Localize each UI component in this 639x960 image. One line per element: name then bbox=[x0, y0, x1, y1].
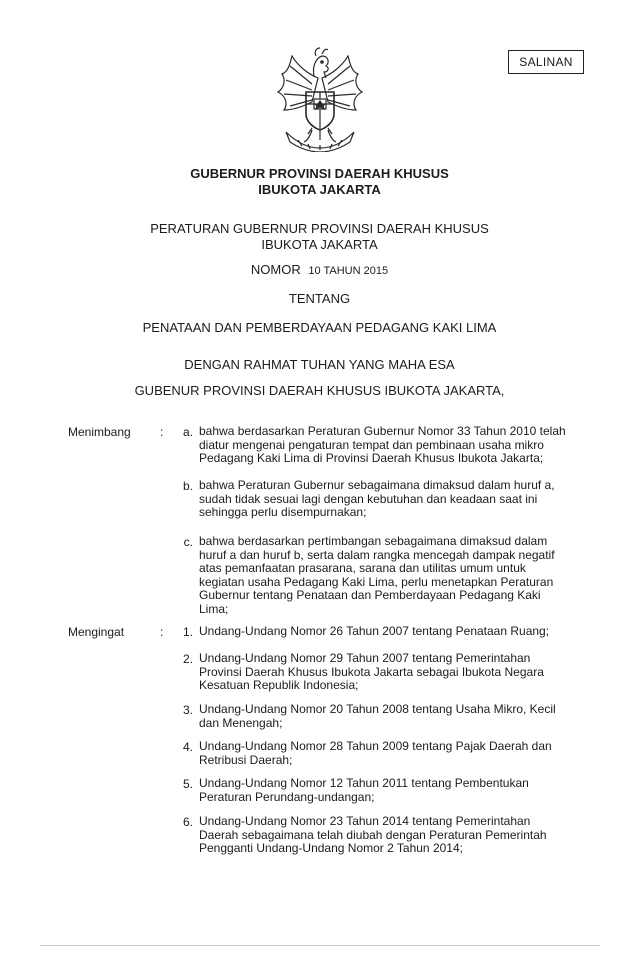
copy-status-badge: SALINAN bbox=[508, 50, 584, 74]
menimbang-item-b bbox=[199, 479, 571, 520]
garuda-pancasila-emblem-icon bbox=[268, 44, 372, 152]
text-line: Undang-Undang Nomor 29 Tahun 2007 tentang Pemerintahan bbox=[199, 651, 531, 665]
menimbang-item-mark: c. bbox=[183, 535, 193, 549]
mengingat-item-mark: 2. bbox=[182, 652, 193, 666]
institution-line-2: IBUKOTA JAKARTA bbox=[258, 182, 381, 197]
regulation-number bbox=[0, 262, 639, 277]
text-line: huruf a dan huruf b, serta dalam rangka mencegah dampak negatif bbox=[199, 547, 555, 562]
text-line: dan Menengah; bbox=[199, 715, 283, 730]
text-line: Provinsi Daerah Khusus Ibukota Jakarta sebagai Ibukota Negara bbox=[199, 664, 544, 679]
text-line: Undang-Undang Nomor 23 Tahun 2014 tentang Pemerintahan bbox=[199, 814, 531, 828]
mengingat-item-5 bbox=[199, 777, 571, 804]
text-line: Pedagang Kaki Lima di Provinsi Daerah Khusus Ibukota Jakarta; bbox=[199, 451, 544, 465]
text-line: bahwa berdasarkan Peraturan Gubernur Nomor 33 Tahun 2010 telah bbox=[199, 424, 566, 438]
text-line: kegiatan usaha Pedagang Kaki Lima, perlu menetapkan Peraturan bbox=[199, 574, 554, 589]
mengingat-item-4 bbox=[199, 740, 571, 767]
text-line: Undang-Undang Nomor 26 Tahun 2007 tentang Penataan Ruang; bbox=[199, 624, 550, 638]
regulation-title-line-1: PERATURAN GUBERNUR PROVINSI DAERAH KHUSUS bbox=[150, 221, 489, 236]
nomor-value: 10 TAHUN 2015 bbox=[308, 265, 389, 277]
institution-header bbox=[0, 166, 639, 198]
rahmat-line: DENGAN RAHMAT TUHAN YANG MAHA ESA bbox=[184, 357, 455, 372]
mengingat-item-mark: 6. bbox=[182, 815, 193, 829]
mengingat-item-3 bbox=[199, 703, 571, 730]
text-line: Retribusi Daerah; bbox=[199, 752, 293, 767]
text-line: diatur mengenai pengaturan tempat dan pembinaan usaha mikro bbox=[199, 437, 544, 452]
mengingat-label: Mengingat bbox=[68, 625, 125, 639]
text-line: Kesatuan Republik Indonesia; bbox=[199, 678, 359, 692]
text-line: Daerah sebagaimana telah diubah dengan Peraturan Pemerintah bbox=[199, 827, 547, 842]
page-bottom-rule bbox=[40, 945, 600, 946]
regulation-title bbox=[0, 221, 639, 253]
text-line: Lima; bbox=[199, 601, 229, 616]
mengingat-item-2 bbox=[199, 652, 571, 693]
regulation-subject: PENATAAN DAN PEMBERDAYAAN PEDAGANG KAKI LIMA bbox=[142, 320, 497, 335]
tentang-heading: TENTANG bbox=[288, 291, 351, 306]
text-line: bahwa Peraturan Gubernur sebagaimana dimaksud dalam huruf a, bbox=[199, 478, 555, 492]
text-line: bahwa berdasarkan pertimbangan sebagaimana dimaksud dalam bbox=[199, 534, 548, 548]
mengingat-colon: : bbox=[160, 625, 164, 639]
text-line: Undang-Undang Nomor 20 Tahun 2008 tentang Usaha Mikro, Kecil bbox=[199, 702, 556, 716]
mengingat-item-mark: 4. bbox=[182, 740, 193, 754]
mengingat-item-mark: 1. bbox=[182, 625, 193, 639]
text-line: sudah tidak sesuai lagi dengan kebutuhan dan keadaan saat ini bbox=[199, 491, 538, 506]
institution-line-1: GUBERNUR PROVINSI DAERAH KHUSUS bbox=[190, 166, 449, 181]
text-line: Peraturan Perundang-undangan; bbox=[199, 789, 375, 804]
text-line: Gubernur tentang Penataan dan Pemberdayaan Pedagang Kaki bbox=[199, 588, 541, 602]
nomor-label: NOMOR bbox=[250, 262, 301, 277]
text-line: Pengganti Undang-Undang Nomor 2 Tahun 2014; bbox=[199, 841, 463, 855]
text-line: sehingga perlu disempurnakan; bbox=[199, 505, 367, 519]
text-line: atas pemanfaatan prasarana, sarana dan utilitas umum untuk bbox=[199, 561, 526, 575]
governor-line: GUBENUR PROVINSI DAERAH KHUSUS IBUKOTA JAKARTA, bbox=[134, 383, 505, 398]
mengingat-item-mark: 5. bbox=[182, 777, 193, 791]
text-line: Undang-Undang Nomor 28 Tahun 2009 tentang Pajak Daerah dan bbox=[199, 739, 552, 753]
mengingat-item-mark: 3. bbox=[182, 703, 193, 717]
menimbang-item-c bbox=[199, 535, 571, 616]
menimbang-item-a bbox=[199, 425, 571, 466]
mengingat-item-6 bbox=[199, 815, 571, 856]
menimbang-item-mark: a. bbox=[182, 425, 193, 439]
mengingat-item-1 bbox=[199, 625, 571, 639]
regulation-title-line-2: IBUKOTA JAKARTA bbox=[261, 237, 378, 252]
text-line: Undang-Undang Nomor 12 Tahun 2011 tentang Pembentukan bbox=[199, 776, 529, 790]
menimbang-label: Menimbang bbox=[68, 425, 131, 439]
menimbang-colon: : bbox=[160, 425, 164, 439]
menimbang-item-mark: b. bbox=[182, 479, 193, 493]
